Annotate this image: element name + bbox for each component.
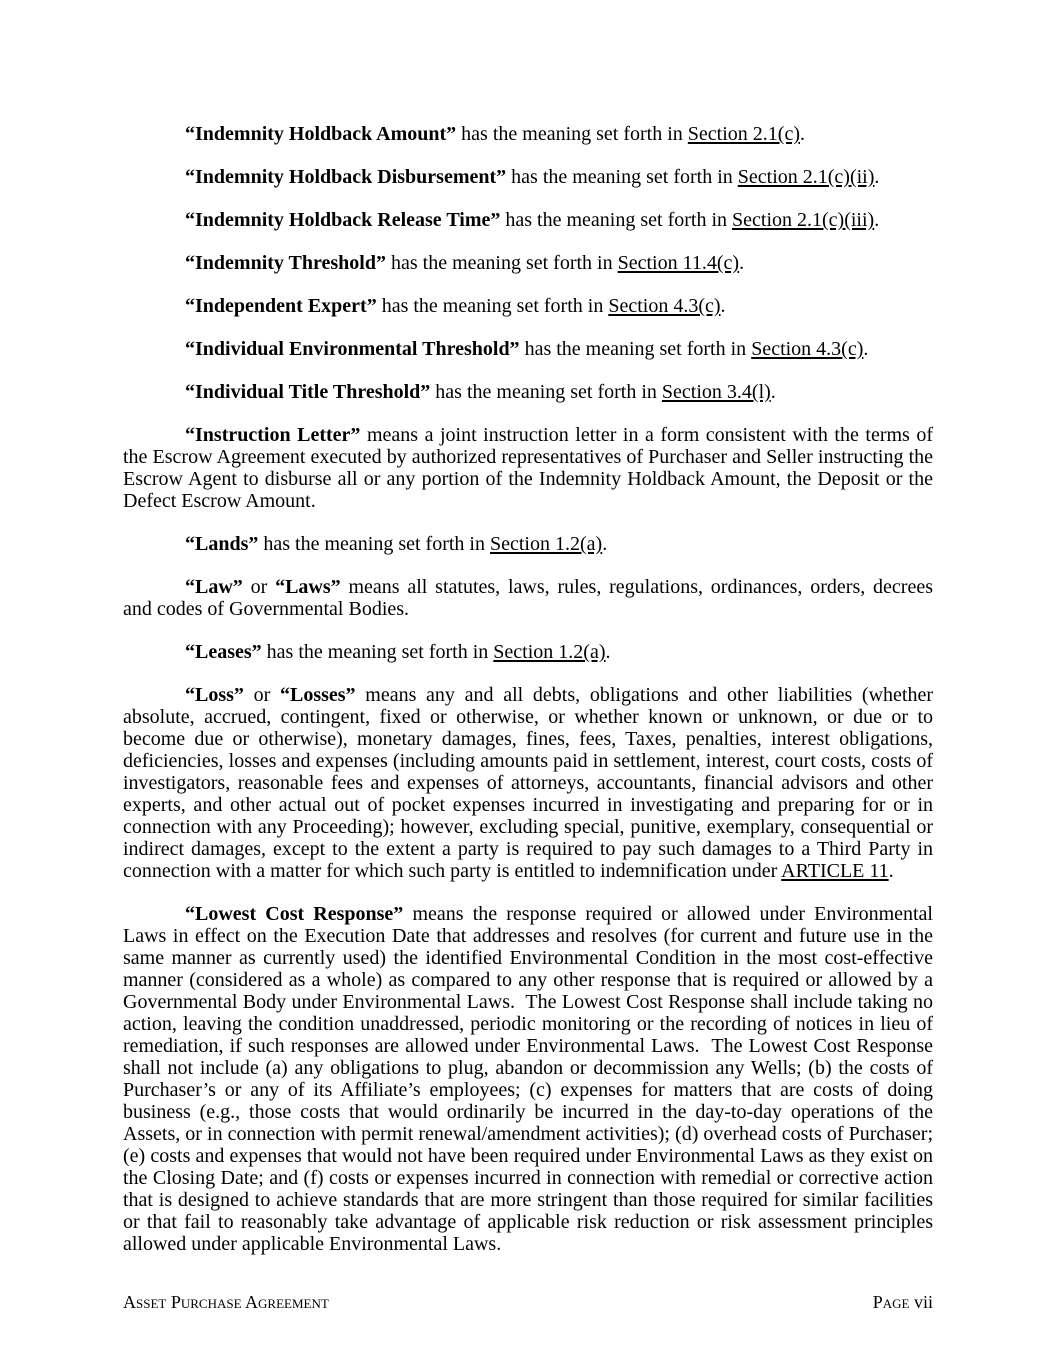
section-reference[interactable]: Section 2.1(c)(ii) bbox=[737, 166, 875, 188]
text-run: means any and all debts, obligations and other liabilities (whether absolute, accrued, contingent, fixed or otherwise, or whether known or unknown, or due or to become due or otherwise), monetary damages, fines, fees, Taxes, penalties, interest obligations, deficiencies, losses and expenses (including amounts paid in settlement, interest, court costs, costs of investigators, reasonable fees and expenses of attorneys, accountants, financial advisors and other experts, and other actual out of pocket expenses incurred in investigating and preparing for or in connection with any Proceeding); however, excluding special, punitive, exemplary, consequential or indirect damages, except to the extent a party is required to pay such damages to a Third Party in connection with a matter for which such party is entitled to indemnification under bbox=[123, 684, 939, 882]
text-run: . bbox=[799, 123, 805, 145]
definitions-section bbox=[123, 123, 939, 1276]
defined-term: “Losses” bbox=[279, 684, 356, 706]
footer-page-number: vii bbox=[909, 1292, 933, 1312]
text-run: has the meaning set forth in bbox=[456, 123, 688, 145]
defined-term: “Lands” bbox=[185, 533, 259, 555]
def-loss bbox=[123, 684, 939, 882]
defined-term: “Indemnity Threshold” bbox=[185, 252, 386, 274]
def-independent-expert bbox=[123, 295, 933, 317]
def-instruction-letter bbox=[123, 424, 939, 512]
text-run: has the meaning set forth in bbox=[386, 252, 618, 274]
def-individual-environmental-threshold bbox=[123, 338, 933, 360]
defined-term: “Indemnity Holdback Disbursement” bbox=[185, 166, 507, 188]
footer-left bbox=[123, 1292, 329, 1312]
text-run: . bbox=[602, 533, 608, 555]
def-indemnity-holdback-amount bbox=[123, 123, 933, 145]
section-reference[interactable]: Section 3.4(l) bbox=[661, 381, 771, 403]
text-run: has the meaning set forth in bbox=[506, 166, 738, 188]
text-run: . bbox=[863, 338, 869, 360]
text-run: has the meaning set forth in bbox=[376, 295, 609, 317]
text-run: has the meaning set forth in bbox=[519, 338, 752, 360]
footer-right bbox=[873, 1292, 933, 1312]
text-run: . bbox=[739, 252, 745, 274]
text-run: has the meaning set forth in bbox=[258, 533, 490, 555]
defined-term: “Leases” bbox=[185, 641, 262, 663]
section-reference[interactable]: Section 4.3(c) bbox=[608, 295, 721, 317]
text-run: means all statutes, laws, rules, regulations, ordinances, orders, decrees and codes of Governmental Bodies. bbox=[123, 576, 938, 620]
def-lowest-cost-response bbox=[123, 903, 938, 1255]
defined-term: “Instruction Letter” bbox=[185, 424, 361, 446]
def-lands bbox=[123, 533, 933, 555]
def-indemnity-threshold bbox=[123, 252, 933, 274]
text-run: has the meaning set forth in bbox=[500, 209, 733, 231]
defined-term: “Laws” bbox=[275, 576, 341, 598]
section-reference[interactable]: Section 2.1(c) bbox=[687, 123, 800, 145]
text-run: has the meaning set forth in bbox=[261, 641, 494, 663]
text-run: or bbox=[243, 684, 280, 706]
section-reference[interactable]: Section 11.4(c) bbox=[617, 252, 740, 274]
text-run: . bbox=[874, 209, 880, 231]
defined-term: “Individual Environmental Threshold” bbox=[185, 338, 520, 360]
text-run: . bbox=[874, 166, 880, 188]
article-reference[interactable]: ARTICLE 11 bbox=[781, 860, 889, 882]
text-run: means the response required or allowed under Environmental Laws in effect on the Execution Date that addresses and resolves (for current and future use in the same manner as currently used) the identified Environmental Condition in the most cost-effective manner (considered as a whole) as compared to any other response that is required or allowed by a Governmental Body under Environmental Laws. The Lowest Cost Response shall include taking no action, leaving the condition unaddressed, periodic monitoring or the recording of notices in lieu of remediation, if such responses are allowed under Environmental Laws. The Lowest Cost Response shall not include (a) any obligations to plug, abandon or decommission any Wells; (b) the costs of Purchaser’s or any of its Affiliate’s employees; (c) expenses for matters that are costs of doing business (e.g., those costs that would ordinarily be incurred in the day-to-day operations of the Assets, or in connection with permit renewal/amendment activities); (d) overhead costs of Purchaser; (e) costs and expenses that would not have been required under Environmental Laws as they exist on the Closing Date; and (f) costs or expenses incurred in connection with remedial or corrective action that is designed to achieve standards that are more stringent than those required for similar facilities or that fail to reasonably take advantage of applicable risk reduction or risk assessment principles allowed under applicable Environmental Laws. bbox=[123, 903, 938, 1255]
text-run: . bbox=[888, 860, 894, 882]
defined-term: “Indemnity Holdback Amount” bbox=[185, 123, 457, 145]
defined-term: “Indemnity Holdback Release Time” bbox=[185, 209, 501, 231]
defined-term: “Law” bbox=[185, 576, 243, 598]
footer-document-title: Asset Purchase Agreement bbox=[123, 1292, 329, 1312]
text-run: has the meaning set forth in bbox=[430, 381, 662, 403]
def-indemnity-holdback-release-time bbox=[123, 209, 933, 231]
section-reference[interactable]: Section 4.3(c) bbox=[751, 338, 864, 360]
text-run: . bbox=[605, 641, 611, 663]
def-law bbox=[123, 576, 938, 620]
text-run: . bbox=[770, 381, 776, 403]
def-leases bbox=[123, 641, 933, 663]
defined-term: “Lowest Cost Response” bbox=[185, 903, 404, 925]
text-run: means a joint instruction letter in a form consistent with the terms of the Escrow Agreement executed by authorized representatives of Purchaser and Seller instructing the Escrow Agent to disburse all or any portion of the Indemnity Holdback Amount, the Deposit or the Defect Escrow Amount. bbox=[123, 424, 939, 512]
defined-term: “Loss” bbox=[185, 684, 244, 706]
def-indemnity-holdback-disbursement bbox=[123, 166, 933, 188]
text-run: or bbox=[242, 576, 276, 598]
section-reference[interactable]: Section 1.2(a) bbox=[490, 533, 603, 555]
defined-term: “Independent Expert” bbox=[185, 295, 377, 317]
footer-page-label: Page bbox=[872, 1292, 910, 1312]
section-reference[interactable]: Section 1.2(a) bbox=[493, 641, 606, 663]
text-run: . bbox=[720, 295, 726, 317]
defined-term: “Individual Title Threshold” bbox=[185, 381, 431, 403]
section-reference[interactable]: Section 2.1(c)(iii) bbox=[732, 209, 875, 231]
def-individual-title-threshold bbox=[123, 381, 933, 403]
page-footer bbox=[123, 1292, 933, 1312]
